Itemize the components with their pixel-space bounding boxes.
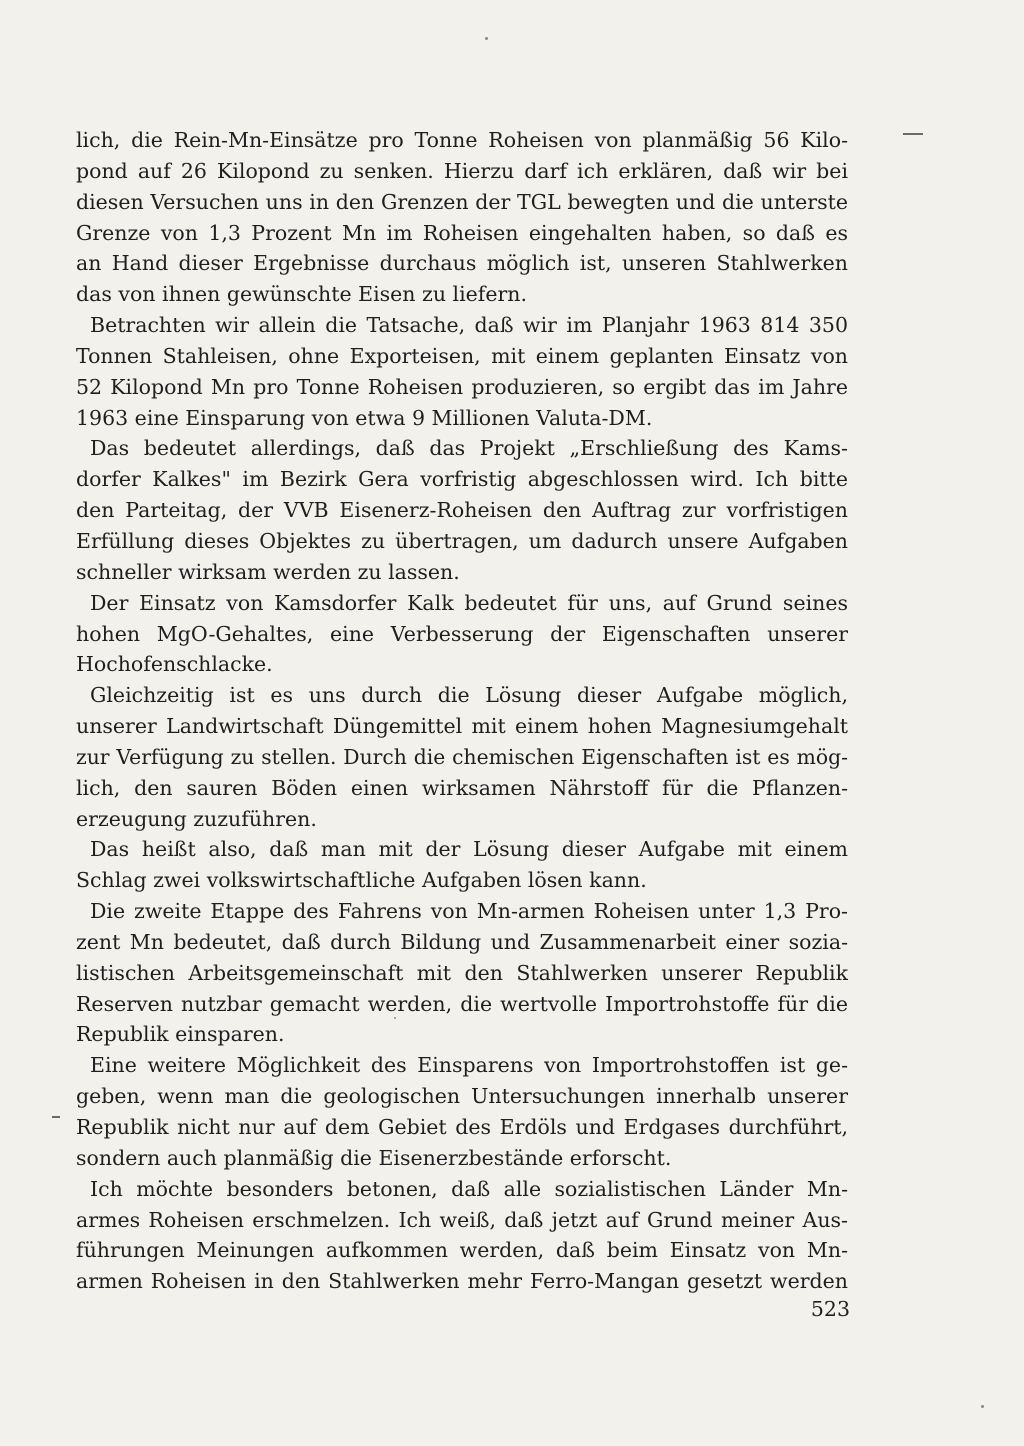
text-line: Erfüllung dieses Objektes zu übertragen, um dadurch unsere Aufgaben: [76, 528, 848, 553]
body-text: [76, 125, 848, 1297]
text-line: hohen MgO-Gehaltes, eine Verbesserung der Eigenschaften unserer: [76, 621, 848, 646]
text-line: Das heißt also, daß man mit der Lösung dieser Aufgabe mit einem: [90, 837, 848, 862]
margin-dash: [52, 1116, 60, 1118]
text-line: Eine weitere Möglichkeit des Einsparens von Importrohstoffen ist ge-: [90, 1053, 848, 1078]
text-line: den Parteitag, der VVB Eisenerz-Roheisen den Auftrag zur vorfristigen: [76, 498, 848, 523]
text-line: armen Roheisen in den Stahlwerken mehr Ferro-Mangan gesetzt werden: [76, 1269, 848, 1294]
text-line: dorfer Kalkes" im Bezirk Gera vorfristig abgeschlossen wird. Ich bitte: [76, 467, 848, 492]
scan-speck: [485, 37, 488, 40]
text-line: Ich möchte besonders betonen, daß alle sozialistischen Länder Mn-: [90, 1176, 848, 1201]
text-line: führungen Meinungen aufkommen werden, daß beim Einsatz von Mn-: [76, 1238, 848, 1263]
text-line: Tonnen Stahleisen, ohne Exporteisen, mit einem geplanten Einsatz von: [76, 343, 848, 368]
scan-speck: [981, 1405, 984, 1408]
text-line: zent Mn bedeutet, daß durch Bildung und Zusammenarbeit einer sozia-: [76, 929, 848, 954]
text-line: unserer Landwirtschaft Düngemittel mit einem hohen Magnesiumgehalt: [76, 714, 848, 739]
text-line: Gleichzeitig ist es uns durch die Lösung dieser Aufgabe möglich,: [90, 683, 848, 708]
margin-dash: [903, 133, 923, 135]
text-line: schneller wirksam werden zu lassen.: [76, 559, 460, 584]
text-line: sondern auch planmäßig die Eisenerzbestände erforscht.: [76, 1145, 672, 1170]
text-line: Republik nicht nur auf dem Gebiet des Erdöls und Erdgases durchführt,: [76, 1115, 848, 1139]
text-line: erzeugung zuzuführen.: [76, 806, 317, 831]
text-line: zur Verfügung zu stellen. Durch die chemischen Eigenschaften ist es mög-: [76, 744, 848, 769]
text-line: Schlag zwei volkswirtschaftliche Aufgaben lösen kann.: [76, 868, 647, 893]
text-line: lich, den sauren Böden einen wirksamen Nährstoff für die Pflanzen-: [76, 775, 848, 800]
text-line: Die zweite Etappe des Fahrens von Mn-armen Roheisen unter 1,3 Pro-: [90, 899, 848, 924]
text-line: Betrachten wir allein die Tatsache, daß wir im Planjahr 1963 814 350: [90, 313, 848, 338]
text-line: das von ihnen gewünschte Eisen zu liefern.: [76, 282, 528, 307]
text-line: lich, die Rein-Mn-Einsätze pro Tonne Roheisen von planmäßig 56 Kilo-: [76, 128, 848, 152]
text-line: pond auf 26 Kilopond zu senken. Hierzu darf ich erklären, daß wir bei: [76, 158, 848, 183]
text-line: Grenze von 1,3 Prozent Mn im Roheisen eingehalten haben, so daß es: [76, 220, 848, 245]
text-line: Der Einsatz von Kamsdorfer Kalk bedeutet für uns, auf Grund seines: [90, 590, 848, 615]
text-line: Republik einsparen.: [76, 1022, 285, 1047]
page-number: 523: [810, 1297, 850, 1321]
text-line: Hochofenschlacke.: [76, 652, 273, 677]
text-line: armes Roheisen erschmelzen. Ich weiß, daß jetzt auf Grund meiner Aus-: [76, 1207, 848, 1232]
text-line: Das bedeutet allerdings, daß das Projekt „Erschließung des Kams-: [90, 436, 848, 461]
text-line: listischen Arbeitsgemeinschaft mit den Stahlwerken unserer Republik: [76, 960, 848, 985]
text-line: 1963 eine Einsparung von etwa 9 Millionen Valuta-DM.: [76, 405, 653, 430]
text-line: an Hand dieser Ergebnisse durchaus möglich ist, unseren Stahlwerken: [76, 251, 848, 276]
text-line: Reserven nutzbar gemacht werden, die wertvolle Importrohstoffe für die: [76, 991, 848, 1016]
text-line: 52 Kilopond Mn pro Tonne Roheisen produzieren, so ergibt das im Jahre: [76, 374, 848, 399]
text-line: diesen Versuchen uns in den Grenzen der TGL bewegten und die unterste: [76, 189, 848, 214]
text-line: geben, wenn man die geologischen Untersuchungen innerhalb unserer: [76, 1084, 848, 1109]
